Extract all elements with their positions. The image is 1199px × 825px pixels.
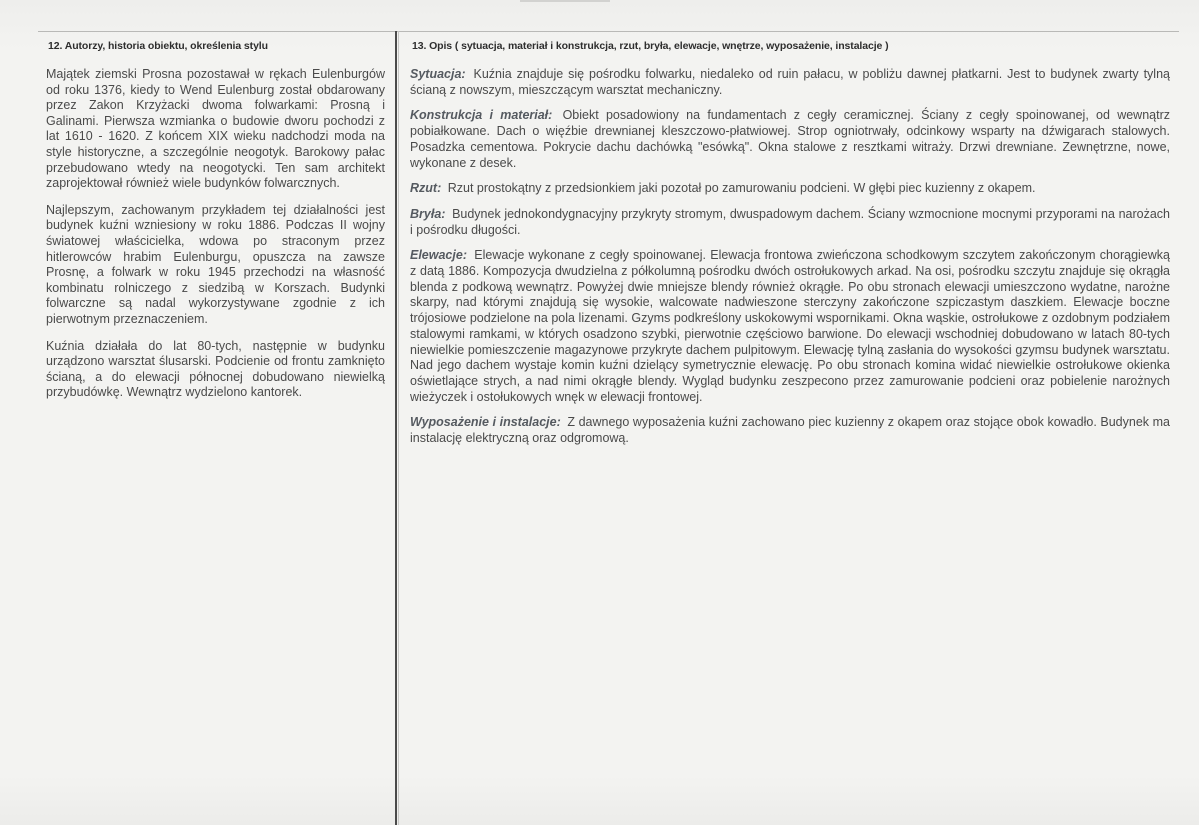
description-heading: 13. Opis ( sytuacja, materiał i konstrukcja, rzut, bryła, elewacje, wnętrze, wyposażenie, instalacje )	[412, 40, 889, 52]
situation-section	[410, 67, 1170, 98]
column-divider	[395, 31, 397, 825]
scan-artifact	[520, 0, 610, 2]
section-label: Sytuacja:	[410, 67, 466, 81]
history-column	[46, 40, 385, 412]
section-label: Wyposażenie i instalacje:	[410, 415, 561, 430]
history-paragraph: Najlepszym, zachowanym przykładem tej działalności jest budynek kuźni wzniesiony w roku 1886. Podczas II wojny światowej właścicielka, wdowa po straconym przez hitlerowców hrabim Eulenburgu, opuszcza na zawsze Prosnę, a folwark w roku 1945 przechodzi na własność kombinatu rolniczego z siedzibą w Korszach. Budynki folwarczne są nadal wykorzystywane zgodnie z ich pierwotnym przeznaczeniem.	[46, 202, 385, 326]
construction-section	[410, 108, 1170, 171]
section-text: Budynek jednokondygnacyjny przykryty stromym, dwuspadowym dachem. Ściany wzmocnione mocnymi przyporami na narożach i pośrodku długości.	[410, 206, 1170, 237]
section-text: Kuźnia znajduje się pośrodku folwarku, niedaleko od ruin pałacu, w pobliżu dawnej płatkarni. Jest to budynek zwarty tylną ścianą z nowszym, mieszczącym warsztat mechaniczny.	[410, 67, 1170, 97]
section-text: Obiekt posadowiony na fundamentach z cegły ceramicznej. Ściany z cegły spoinowanej, od wewnątrz pobiałkowane. Dach o więźbie drewnianej kleszczowo-płatwiowej. Strop ogniotrwały, odcinkowy wsparty na dźwigarach stalowych. Posadzka cementowa. Pokrycie dachu dachówką "esówką". Okna stalowe z resztkami witraży. Drzwi drewniane. Zewnętrzne, nowe, wykonane z desek.	[410, 108, 1170, 170]
history-paragraph: Majątek ziemski Prosna pozostawał w rękach Eulenburgów od roku 1376, kiedy to Wend Eulenburg został obdarowany przez Zakon Krzyżacki dwoma folwarkami: Prosną i Galinami. Pierwsza wzmianka o budowie dworu pochodzi z lat 1610 - 1620. Z końcem XIX wieku nadchodzi moda na style historyczne, a szczególnie neogotyk. Barokowy pałac przebudowano wtedy na neogotycki. Ten sam architekt zaprojektował również wiele budynków folwarcznych.	[46, 67, 385, 191]
section-label: Elewacje:	[410, 248, 467, 263]
section-label: Rzut:	[410, 181, 442, 196]
section-label: Bryła:	[410, 206, 446, 221]
section-text: Elewacje wykonane z cegły spoinowanej. Elewacja frontowa zwieńczona schodkowym szczytem zakończonym chorągiewką z datą 1886. Kompozycja dwudzielna z półkolumną pośrodku dwóch ostrołukowych arkad. Na osi, pośrodku szczytu znajduje się okrągła blenda z podkową wewnątrz. Powyżej dwie mniejsze blendy również okrągłe. Po obu stronach elewacji umieszczono wydatne, narożne skarpy, nad którymi znajdują się wysokie, walcowate nadwieszone sterczyny zakończone szpiczastym daszkiem. Elewacje boczne trójosiowe podzielone na pola lizenami. Gzyms podkreślony uskokowymi wspornikami. Okna wąskie, ostrołukowe z ozdobnym podziałem stalowymi ramkami, w których osadzono szybki, pierwotnie częściowo barwione. Do elewacji wschodniej dobudowano w latach 80-tych niewielkie pomieszczenie magazynowe przykryte dachem pulpitowym. Elewację tylną zasłania do wysokości gzymsu budynek warsztatu. Nad jego dachem wystaje komin kuźni dzielący symetrycznie elewację. Po obu stronach komina widać niewielkie ostrołukowe okienka oświetlające strych, a nad nimi okrągłe blendy. Wygląd budynku zeszpecono przez zamurowanie podcieni oraz pobielenie narożnych wieżyczek i ostołukowych wnęk w elewacji frontowej.	[410, 248, 1170, 404]
history-heading: 12. Autorzy, historia obiektu, określenia stylu	[48, 40, 268, 52]
history-paragraph: Kuźnia działała do lat 80-tych, następnie w budynku urządzono warsztat ślusarski. Podcienie od frontu zamknięto ścianą, a do elewacji północnej dobudowano niewielką przybudówkę. Wewnątrz wydzielono kantorek.	[46, 338, 385, 400]
section-text: Rzut prostokątny z przedsionkiem jaki pozotał po zamurowaniu podcieni. W głębi piec kuzienny z okapem.	[447, 181, 1036, 196]
description-column	[410, 40, 1170, 457]
elevations-section	[410, 248, 1170, 405]
top-rule	[38, 31, 1179, 32]
plan-section	[410, 181, 1170, 197]
section-label: Konstrukcja i materiał:	[410, 108, 553, 123]
section-text: Z dawnego wyposażenia kuźni zachowano piec kuzienny z okapem oraz stojące obok kowadło. Budynek ma instalację elektryczną oraz odgromową.	[410, 415, 1170, 446]
massing-section	[410, 207, 1170, 238]
column-divider-shadow	[398, 31, 399, 825]
equipment-section	[410, 415, 1170, 446]
